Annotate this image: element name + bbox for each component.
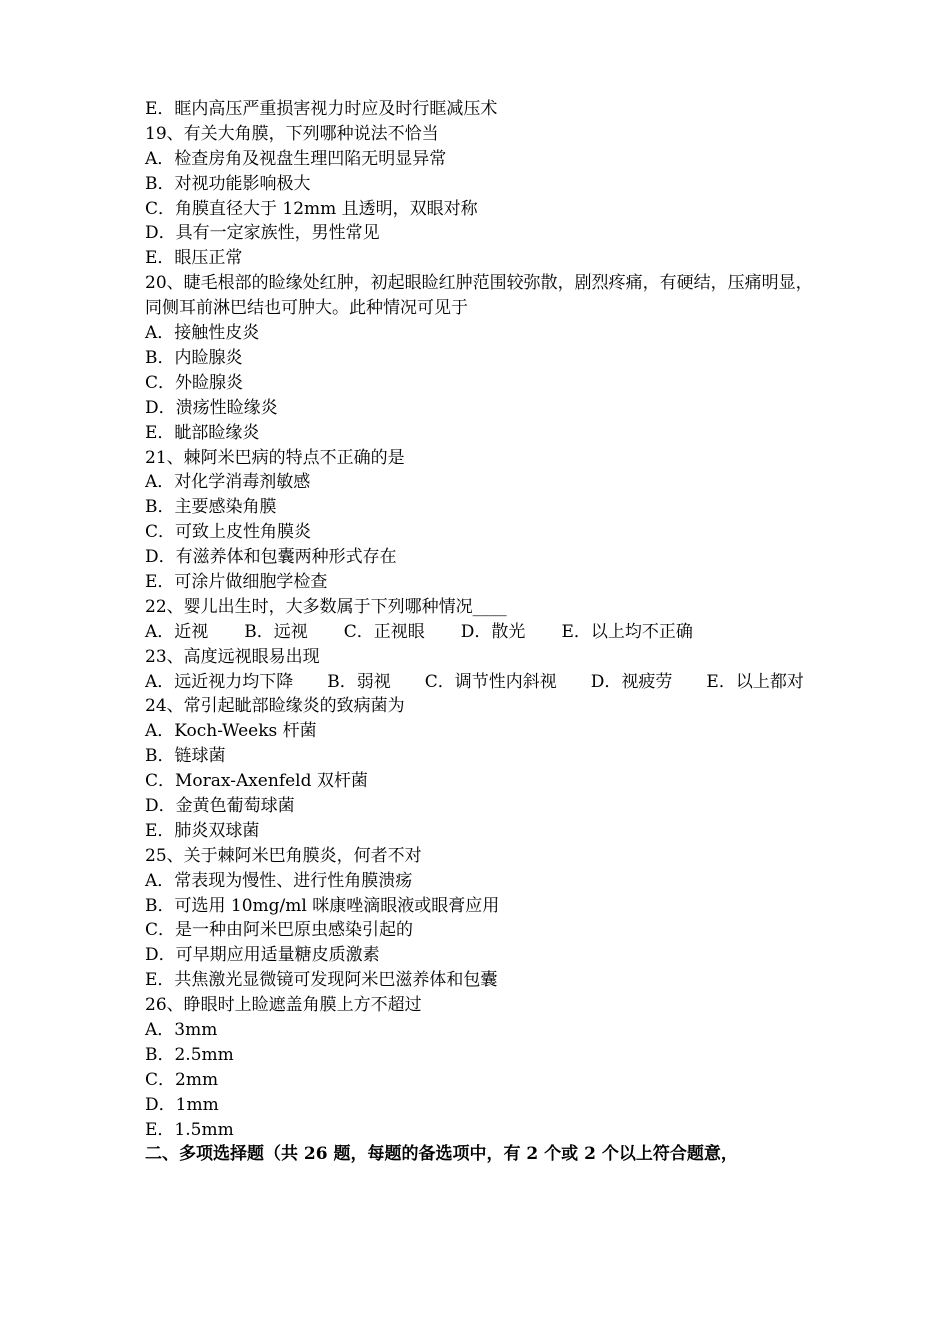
answer-option: E．1.5mm [145,1119,234,1140]
answer-option: E．肺炎双球菌 [145,820,260,841]
answer-option: C．可致上皮性角膜炎 [145,522,312,543]
answer-option: A．3mm [145,1020,218,1040]
answer-option: A．常表现为慢性、进行性角膜溃疡 [145,870,413,891]
answer-option: E．共焦激光显微镜可发现阿米巴滋养体和包囊 [145,970,498,991]
document-page [145,97,825,1167]
question-stem: 25、关于棘阿米巴角膜炎，何者不对 [145,845,422,866]
answer-option: B．内睑腺炎 [145,347,243,368]
question-stem: 20、睫毛根部的睑缘处红肿，初起眼睑红肿范围较弥散，剧烈疼痛，有硬结，压痛明显，同侧耳前淋巴结也可肿大。此种情况可见于 [145,273,813,319]
answer-option: E．以上均不正确 [561,621,693,642]
answer-option: B．对视功能影响极大 [145,173,311,194]
inline-options [145,620,825,645]
answer-option: D．金黄色葡萄球菌 [145,795,295,816]
answer-option: E．眦部睑缘炎 [145,422,260,443]
answer-option: C．外睑腺炎 [145,372,244,393]
answer-option: D．溃疡性睑缘炎 [145,397,278,418]
answer-option: A．近视 [145,621,209,642]
answer-option: A．接触性皮炎 [145,323,260,344]
question-stem: 22、婴儿出生时，大多数属于下列哪种情况____ [145,596,507,617]
answer-option: C．Morax-Axenfeld 双杆菌 [145,771,368,792]
answer-line: E．眶内高压严重损害视力时应及时行眶减压术 [145,99,498,119]
answer-option: C．2mm [145,1069,219,1090]
question-stem: 24、常引起眦部睑缘炎的致病菌为 [145,696,405,717]
question-stem: 19、有关大角膜，下列哪种说法不恰当 [145,123,439,144]
answer-option: A．检查房角及视盘生理凹陷无明显异常 [145,148,447,169]
answer-option: C．正视眼 [343,621,425,642]
answer-option: B．链球菌 [145,746,226,767]
answer-option: C．角膜直径大于 12mm 且透明，双眼对称 [145,198,478,219]
answer-option: A．对化学消毒剂敏感 [145,472,311,493]
answer-option: B．远视 [244,621,308,642]
answer-option: E．眼压正常 [145,248,243,269]
question-stem: 23、高度远视眼易出现 [145,646,320,667]
answer-option: D．可早期应用适量糖皮质激素 [145,945,380,966]
answer-option: A．Koch-Weeks 杆菌 [145,721,317,742]
answer-option: C．是一种由阿米巴原虫感染引起的 [145,920,414,941]
answer-option: E．可涂片做细胞学检查 [145,571,328,592]
answer-option: D．1mm [145,1094,219,1115]
answer-option: B．主要感染角膜 [145,497,277,518]
section-heading: 二、多项选择题（共 26 题，每题的备选项中，有 2 个或 2 个以上符合题意， [145,1144,738,1165]
answer-option: D．具有一定家族性，男性常见 [145,223,380,244]
question-stem: 26、睁眼时上睑遮盖角膜上方不超过 [145,995,422,1016]
answer-option: B．可选用 10mg/ml 咪康唑滴眼液或眼膏应用 [145,895,500,916]
answer-option: B．2.5mm [145,1044,234,1065]
question-stem: 21、棘阿米巴病的特点不正确的是 [145,447,405,468]
answer-option: D．有滋养体和包囊两种形式存在 [145,547,397,568]
inline-options: A．远近视力均下降 B．弱视 C．调节性内斜视 D．视疲劳 E．以上都对 [145,671,804,692]
answer-option: D．散光 [460,621,526,642]
